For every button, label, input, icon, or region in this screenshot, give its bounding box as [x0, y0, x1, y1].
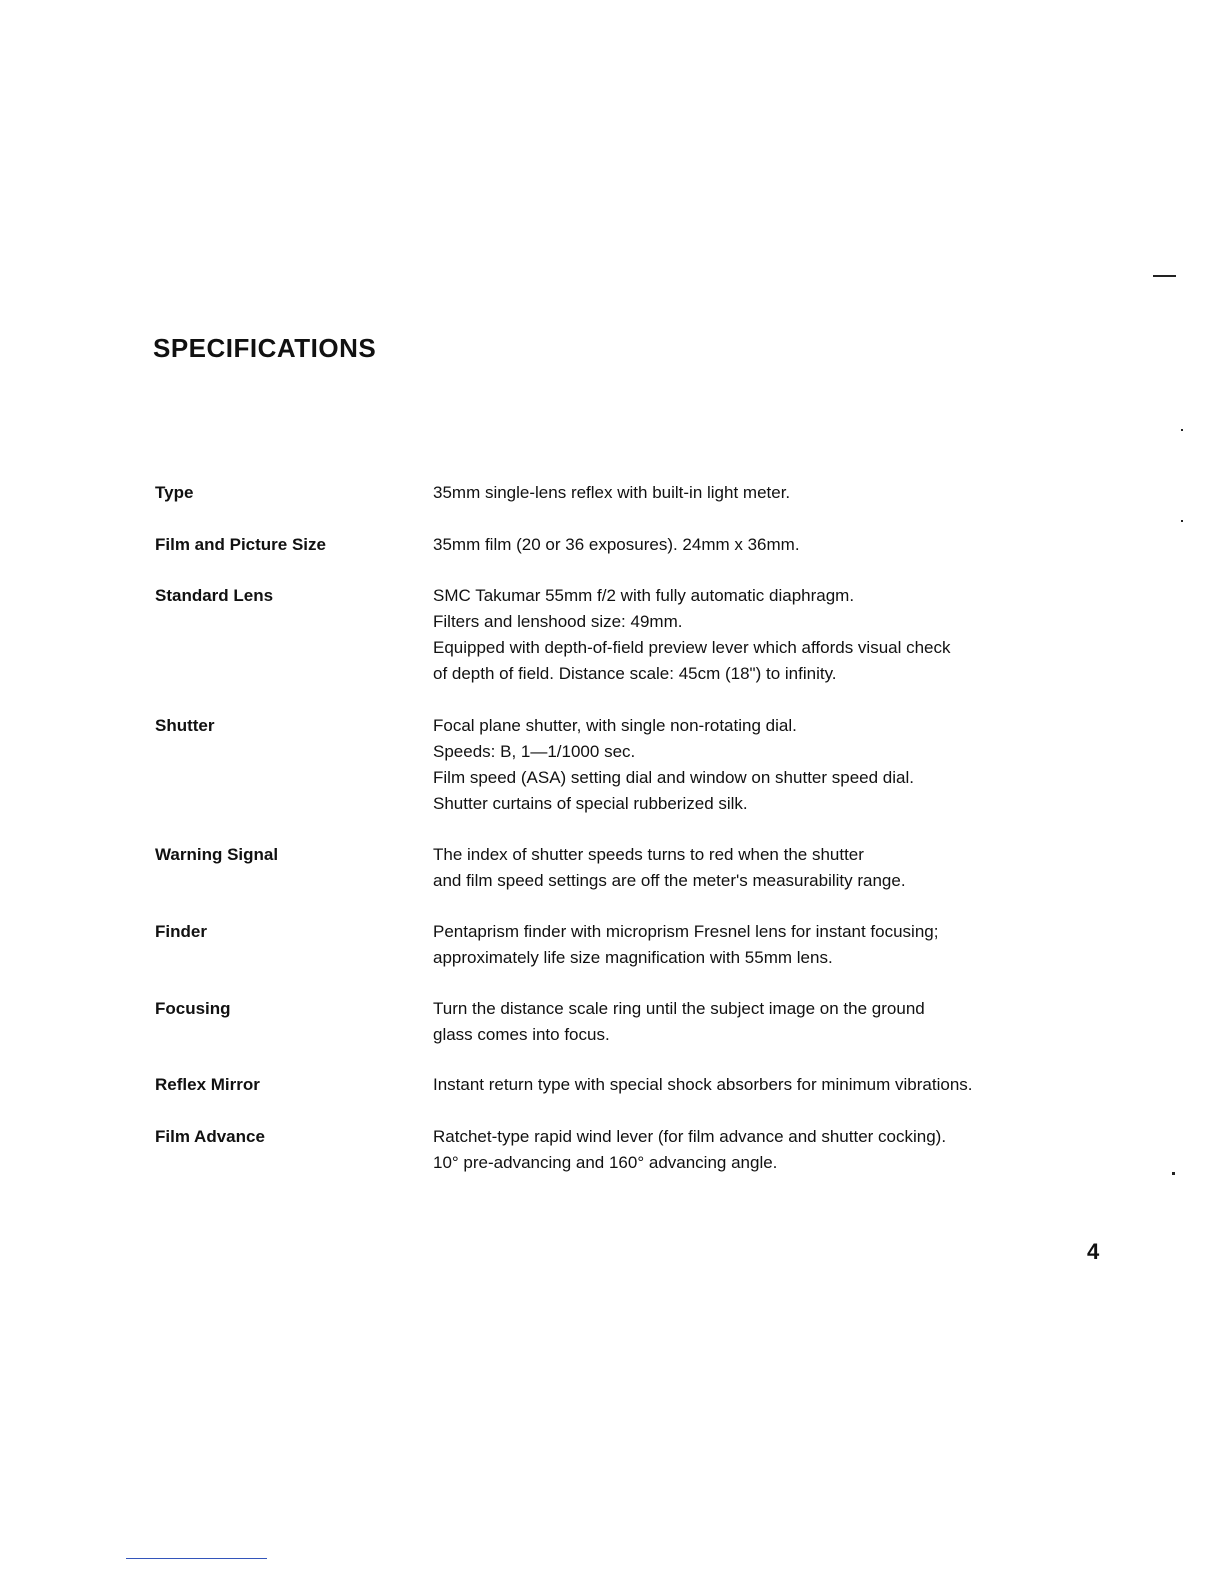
spec-value-line: Turn the distance scale ring until the subject image on the ground	[433, 999, 925, 1018]
footer-rule	[126, 1558, 267, 1559]
spec-label: Finder	[155, 922, 207, 941]
spec-value-line: approximately life size magnification with 55mm lens.	[433, 948, 833, 967]
page-number: 4	[1087, 1239, 1100, 1264]
spec-value-line: Focal plane shutter, with single non-rotating dial.	[433, 716, 797, 735]
spec-value	[433, 842, 906, 894]
spec-label: Reflex Mirror	[155, 1075, 260, 1094]
spec-value-line: Shutter curtains of special rubberized silk.	[433, 794, 748, 813]
spec-value	[433, 996, 925, 1048]
spec-label: Film and Picture Size	[155, 535, 326, 554]
spec-value-line: Equipped with depth-of-field preview lever which affords visual check	[433, 638, 951, 657]
spec-label: Focusing	[155, 999, 231, 1018]
scan-speck	[1181, 429, 1183, 431]
spec-value-line: Pentaprism finder with microprism Fresnel lens for instant focusing;	[433, 922, 939, 941]
spec-value-line: and film speed settings are off the meter's measurability range.	[433, 871, 906, 890]
spec-value-line: The index of shutter speeds turns to red when the shutter	[433, 845, 864, 864]
spec-value	[433, 532, 800, 558]
spec-value	[433, 1072, 973, 1098]
spec-value-line: 10° pre-advancing and 160° advancing angle.	[433, 1153, 778, 1172]
spec-value-line: Film speed (ASA) setting dial and window on shutter speed dial.	[433, 768, 914, 787]
spec-value	[433, 919, 938, 971]
spec-value-line: of depth of field. Distance scale: 45cm (18") to infinity.	[433, 664, 837, 683]
spec-value	[433, 1124, 946, 1176]
spec-label: Warning Signal	[155, 845, 279, 864]
spec-value-line: 35mm single-lens reflex with built-in light meter.	[433, 483, 791, 502]
spec-value-line: 35mm film (20 or 36 exposures). 24mm x 36mm.	[433, 535, 800, 554]
spec-label: Shutter	[155, 716, 215, 735]
spec-value	[433, 713, 914, 817]
spec-value-line: Speeds: B, 1—1/1000 sec.	[433, 742, 636, 761]
spec-value-line: Filters and lenshood size: 49mm.	[433, 612, 683, 631]
spec-value-line: Instant return type with special shock absorbers for minimum vibrations.	[433, 1075, 973, 1094]
scan-edge-mark	[1153, 275, 1176, 277]
spec-value	[433, 480, 790, 506]
scan-speck	[1172, 1172, 1175, 1175]
spec-label: Standard Lens	[155, 586, 274, 605]
spec-label: Type	[155, 483, 194, 502]
scan-speck	[1181, 520, 1183, 522]
spec-value-line: SMC Takumar 55mm f/2 with fully automatic diaphragm.	[433, 586, 855, 605]
spec-value-line: glass comes into focus.	[433, 1025, 610, 1044]
spec-value	[433, 583, 951, 687]
spec-value-line: Ratchet-type rapid wind lever (for film advance and shutter cocking).	[433, 1127, 947, 1146]
spec-label: Film Advance	[155, 1127, 265, 1146]
page-title: SPECIFICATIONS	[153, 333, 377, 363]
